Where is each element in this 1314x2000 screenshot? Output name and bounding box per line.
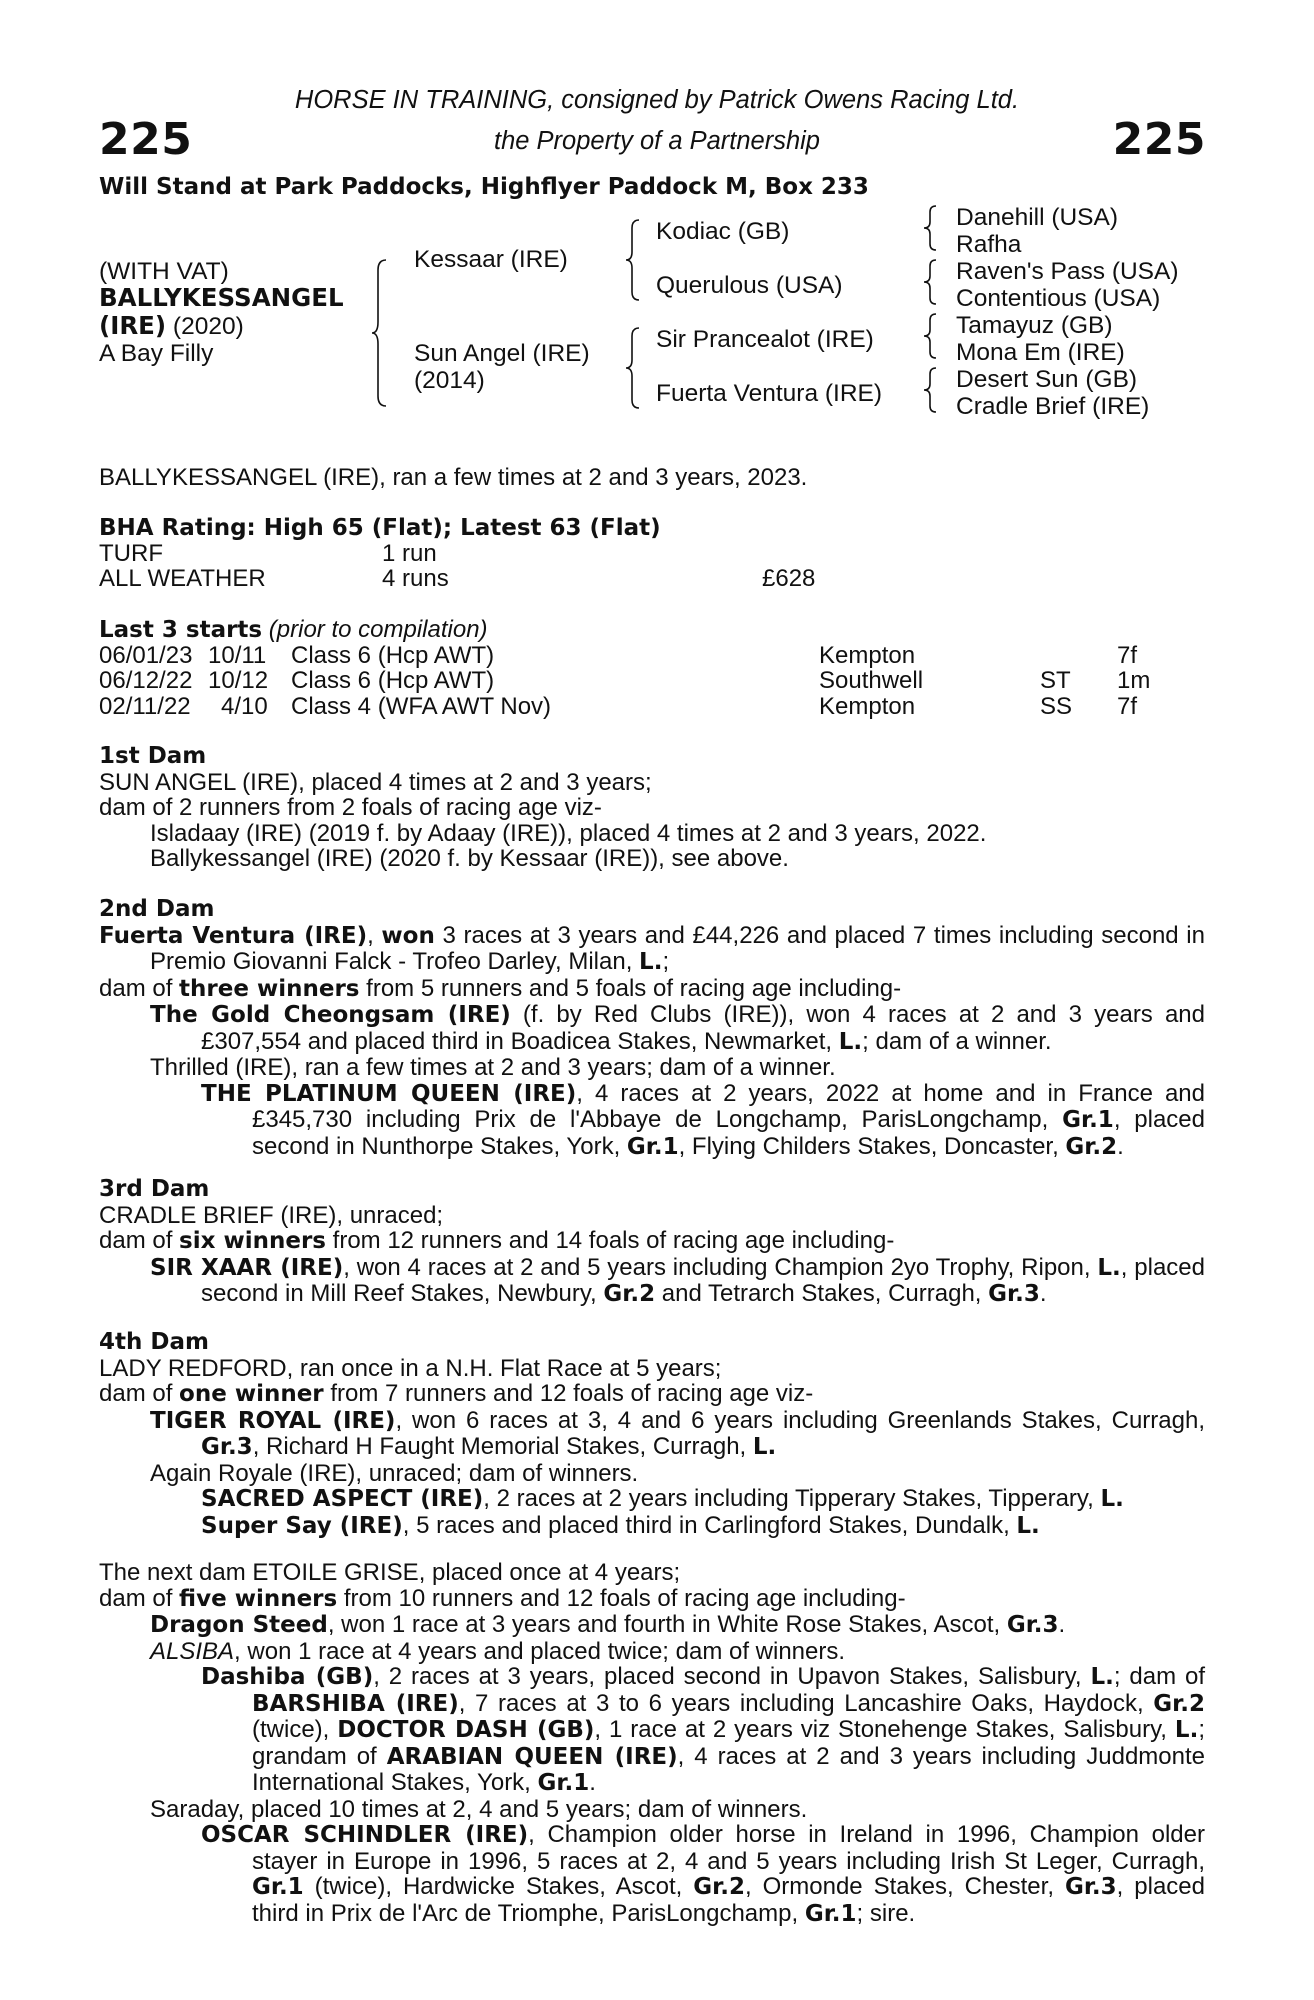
gdam-2: Contentious (USA) [956,285,1161,312]
group-mark: Gr.2 [1153,1690,1205,1717]
consignor-line: HORSE IN TRAINING, consigned by Patrick Owens Racing Ltd. [294,86,1020,114]
text: dam of [99,974,180,1002]
gdam-3: Mona Em (IRE) [956,339,1125,366]
horse-name-line2 [99,312,244,340]
group-mark: Gr.3 [1064,1874,1117,1900]
produce-entry [99,1639,1205,1665]
horse-name-bold: OSCAR SCHINDLER (IRE) [201,1822,529,1848]
listed-mark: L. [1016,1512,1040,1539]
text: , 4 races at 2 and 3 years including Juddmonte International Stakes, York, [252,1742,1205,1796]
text: , Ormonde Stakes, Chester, [744,1873,1065,1900]
lot-number-left: 225 [99,114,193,165]
listed-mark: L. [1090,1664,1114,1690]
pedigree-brace [924,312,940,360]
start-race: Class 6 (Hcp AWT) [291,642,495,669]
horse-name-bold: Dragon Steed [150,1612,328,1638]
listed-mark: L. [639,949,663,975]
gsire-2: Raven's Pass (USA) [956,258,1179,285]
pedigree-brace [372,258,392,408]
dam-produce-line: dam of 2 runners from 2 foals of racing age viz- [99,794,602,821]
pedigree-brace [626,218,644,302]
text: ; dam of [1113,1663,1206,1690]
section-heading: 1st Dam [99,743,207,769]
text: , 7 races at 3 to 6 years including Lancashire Oaks, Haydock, [458,1689,1154,1717]
start-position: 4/10 [221,693,268,720]
text: , Flying Childers Stakes, Doncaster, [678,1132,1066,1160]
group-mark: Gr.2 [1065,1133,1118,1160]
text: , placed third in Prix de l'Arc de Triomphe, ParisLongchamp, [252,1873,1205,1927]
produce-entry [99,1513,1205,1540]
vat-note: (WITH VAT) [99,258,229,285]
text: from 10 runners and 12 foals of racing age including- [337,1584,906,1612]
horse-name-bold: The Gold Cheongsam (IRE) [150,1002,511,1028]
text: from 7 runners and 12 foals of racing age viz- [323,1380,814,1407]
property-line: the Property of a Partnership [493,127,820,155]
text: . [1039,1280,1047,1307]
horse-name-main: BALLYKESSANGEL [99,283,344,312]
horse-name [99,284,344,312]
rating-runs-turf: 1 run [382,540,437,567]
dam-line: The next dam ETOILE GRISE, placed once at 4 years; [99,1559,681,1586]
gsire-4: Desert Sun (GB) [956,366,1138,393]
text: , 5 races and placed third in Carlingford Stakes, Dundalk, [402,1511,1017,1539]
group-mark: Gr.2 [603,1281,656,1307]
text: (f. by Red Clubs (IRE)), won 4 races at 2 and 3 years and £307,554 and placed third in Boadicea Stakes, Newmarket, [201,1001,1205,1055]
winners-count: six winners [179,1228,326,1254]
text: , placed second in Mill Reef Stakes, Newbury, [201,1253,1205,1307]
dam-produce-line [99,1381,1205,1408]
section-heading: 4th Dam [99,1329,209,1355]
text: ; [662,948,670,975]
second-dam-section [99,897,1205,1160]
listed-mark: L. [838,1028,863,1055]
horse-year: (2020) [166,313,244,340]
dam-line: CRADLE BRIEF (IRE), unraced; [99,1201,444,1229]
rating-runs-aw: 4 runs [382,565,449,592]
text: , 4 races at 2 years, 2022 at home and in France and £345,730 including Prix de l'Abbaye de Longchamp, ParisLongchamp, [252,1079,1205,1133]
gsire-3: Tamayuz (GB) [956,312,1113,339]
produce-entry [99,1081,1205,1161]
listed-mark: L. [1100,1486,1124,1512]
race-summary: BALLYKESSANGEL (IRE), ran a few times at 2 and 3 years, 2023. [99,464,808,491]
horse-name-bold: SACRED ASPECT (IRE) [201,1486,484,1512]
won-bold: won [381,922,435,949]
horse-name-bold: BARSHIBA (IRE) [252,1690,459,1717]
start-distance: 7f [1117,693,1138,720]
text: . [1117,1132,1124,1160]
group-mark: Gr.3 [988,1281,1040,1307]
text: , Richard H Faught Memorial Stakes, Curragh, [252,1433,753,1460]
text: dam of [99,1380,180,1407]
dam-produce-line [99,1228,1205,1255]
start-distance: 7f [1117,642,1138,669]
start-going: SS [1040,693,1073,720]
last-starts-heading [99,617,488,644]
text: dam of [99,1227,180,1254]
group-mark: Gr.3 [201,1434,253,1460]
winners-count: one winner [179,1381,324,1407]
listed-mark: L. [752,1434,777,1460]
next-dam-section [99,1560,1205,1927]
text: from 5 runners and 5 foals of racing age including- [359,974,902,1002]
start-course: Southwell [819,667,924,694]
text: ; sire. [856,1899,916,1927]
horse-description: A Bay Filly [99,340,214,367]
start-date: 06/12/22 [99,667,193,694]
text: , placed second in Nunthorpe Stakes, York, [252,1106,1205,1160]
pedigree-brace [626,326,644,410]
group-mark: Gr.3 [1006,1612,1059,1638]
text: from 12 runners and 14 foals of racing age including- [325,1227,895,1254]
text: , won 6 races at 3, 4 and 6 years including Greenlands Stakes, Curragh, [395,1406,1205,1434]
rating-surface-aw: ALL WEATHER [99,565,266,592]
sire-dam: Querulous (USA) [656,272,843,299]
horse-name-bold: SIR XAAR (IRE) [150,1254,344,1281]
pedigree-brace [924,366,940,414]
start-race: Class 6 (Hcp AWT) [291,667,495,694]
dam-entry [99,923,1205,976]
produce-entry [99,1612,1205,1639]
winners-count: three winners [179,975,360,1002]
first-dam-section [99,744,1205,872]
group-mark: Gr.1 [252,1874,304,1900]
horse-name-bold: DOCTOR DASH (GB) [337,1717,595,1743]
produce-entry: Isladaay (IRE) (2019 f. by Adaay (IRE)), placed 4 times at 2 and 3 years, 2022. [150,819,987,847]
start-course: Kempton [819,693,916,720]
text: ; dam of a winner. [862,1027,1052,1055]
rating-surface-turf: TURF [99,540,163,567]
text: , won 4 races at 2 and 5 years including Champion 2yo Trophy, Ripon, [343,1253,1098,1281]
produce-entry [99,1664,1205,1797]
section-heading: 2nd Dam [99,896,215,922]
text: , Champion older horse in Ireland in 1996, Champion older stayer in Europe in 1996, 5 races at 2, 4 and 5 years including Irish St Leger, Curragh, [252,1821,1205,1875]
pedigree-brace [924,204,940,252]
text: , [367,921,382,949]
produce-entry: Saraday, placed 10 times at 2, 4 and 5 years; dam of winners. [150,1795,808,1823]
text: . [589,1769,596,1796]
group-mark: Gr.1 [804,1900,857,1927]
dam-produce-line [99,976,1205,1003]
produce-entry: Ballykessangel (IRE) (2020 f. by Kessaar (IRE)), see above. [150,845,789,872]
text: , won 1 race at 3 years and fourth in White Rose Stakes, Ascot, [327,1611,1007,1638]
rating-heading: BHA Rating: High 65 (Flat); Latest 63 (Flat) [99,515,661,541]
start-going: ST [1040,667,1071,694]
dam-line: SUN ANGEL (IRE), placed 4 times at 2 and 3 years; [99,768,652,796]
last-starts-note: (prior to compilation) [262,616,488,643]
dam-year: (2014) [414,367,485,394]
produce-entry [99,1408,1205,1461]
dam-line: LADY REDFORD, ran once in a N.H. Flat Race at 5 years; [99,1354,722,1382]
produce-entry [99,1822,1205,1927]
produce-entry [99,1002,1205,1055]
start-date: 02/11/22 [99,693,191,720]
produce-entry [99,1486,1205,1513]
group-mark: Gr.1 [626,1133,679,1160]
start-distance: 1m [1117,667,1151,694]
sire: Kessaar (IRE) [414,246,568,273]
text: dam of [99,1584,180,1612]
lot-number-right: 225 [1112,114,1206,165]
listed-mark: L. [1097,1254,1121,1281]
group-mark: Gr.1 [537,1770,590,1796]
third-dam-section [99,1177,1205,1308]
text: (twice), [252,1716,338,1743]
text: , won 1 race at 4 years and placed twice; dam of winners. [234,1637,846,1665]
stand-location: Will Stand at Park Paddocks, Highflyer Paddock M, Box 233 [99,174,869,200]
dam-sire: Sir Prancealot (IRE) [656,326,874,353]
text: . [1058,1611,1066,1638]
horse-name-bold: ARABIAN QUEEN (IRE) [386,1743,678,1770]
sire-sire: Kodiac (GB) [656,218,790,245]
produce-entry: Again Royale (IRE), unraced; dam of winners. [150,1459,639,1487]
start-position: 10/12 [208,667,269,694]
last-starts-title: Last 3 starts [99,617,263,643]
text: , 2 races at 3 years, placed second in Upavon Stakes, Salisbury, [373,1663,1091,1690]
listed-mark: L. [1174,1717,1199,1743]
dam-dam: Fuerta Ventura (IRE) [656,380,883,407]
section-heading: 3rd Dam [99,1176,210,1202]
text: ; grandam of [252,1716,1205,1770]
horse-name-bold: Dashiba (GB) [201,1664,374,1690]
horse-name-bold: Fuerta Ventura (IRE) [99,922,368,949]
text: , 1 race at 2 years viz Stonehenge Stakes, Salisbury, [594,1716,1175,1743]
pedigree-brace [924,258,940,306]
text: (twice), Hardwicke Stakes, Ascot, [303,1873,694,1900]
group-mark: Gr.2 [693,1874,745,1900]
text: , 2 races at 2 years including Tipperary Stakes, Tipperary, [483,1485,1101,1512]
winners-count: five winners [179,1585,338,1612]
text: and Tetrarch Stakes, Curragh, [655,1280,989,1307]
produce-entry [99,1255,1205,1308]
rating-prize-aw: £628 [762,565,816,592]
horse-name-bold: Super Say (IRE) [201,1512,403,1539]
text: 3 races at 3 years and £44,226 and placed 7 times including second in Premio Giovanni Falck - Trofeo Darley, Milan, [150,921,1205,975]
horse-name-suffix: (IRE) [99,311,167,340]
gdam-1: Rafha [956,231,1022,258]
dam-produce-line [99,1586,1205,1613]
produce-entry: Thrilled (IRE), ran a few times at 2 and 3 years; dam of a winner. [150,1054,836,1081]
horse-name-bold: THE PLATINUM QUEEN (IRE) [201,1080,577,1107]
fourth-dam-section [99,1330,1205,1539]
start-date: 06/01/23 [99,642,193,669]
horse-name-bold: TIGER ROYAL (IRE) [150,1407,396,1434]
horse-name-italic: ALSIBA [150,1637,235,1665]
gdam-4: Cradle Brief (IRE) [956,393,1150,420]
group-mark: Gr.1 [1062,1107,1114,1133]
gsire-1: Danehill (USA) [956,204,1119,231]
start-course: Kempton [819,642,916,669]
start-position: 10/11 [208,642,267,669]
start-race: Class 4 (WFA AWT Nov) [291,693,552,720]
dam: Sun Angel (IRE) [414,340,590,367]
